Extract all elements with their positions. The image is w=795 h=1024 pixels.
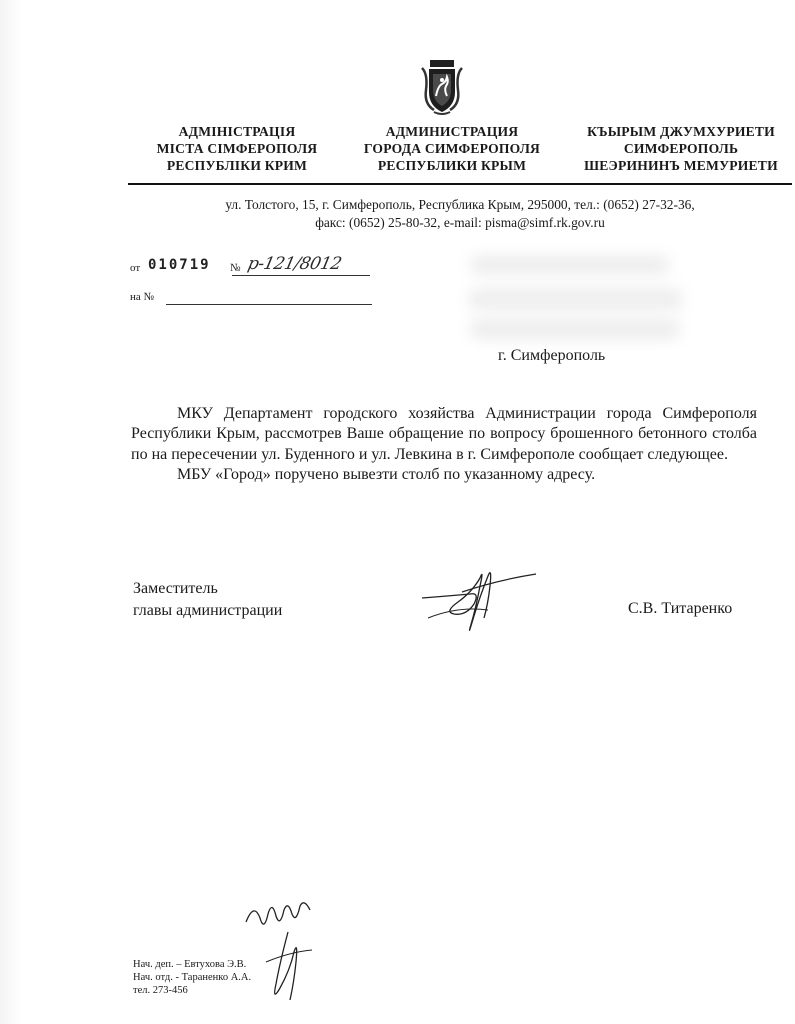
footer-line-2: Нач. отд. - Тараненко А.А. [133,972,252,984]
address-line-2: факс: (0652) 25-80-32, e-mail: pisma@simf.rk.gov.ru [315,215,605,230]
reference-underline [232,275,370,276]
coat-of-arms-icon [420,60,464,116]
body-paragraph-2: МБУ «Город» поручено вывезти столб по указанному адресу. [177,465,596,483]
org-ru-line-2: ГОРОДА СИМФЕРОПОЛЯ [363,141,541,156]
org-name-ukrainian [132,123,342,174]
to-prefix: на № [130,291,155,303]
address-block [128,196,792,232]
scan-edge-shadow [0,0,22,1024]
org-crh-line-2: СИМФЕРОПОЛЬ [623,141,739,156]
redacted-recipient-line-2 [468,288,683,310]
header-divider [128,183,792,185]
org-ua-line-3: РЕСПУБЛІКИ КРИМ [166,158,308,173]
handwritten-initials [240,892,330,1004]
org-ua-line-2: МІСТА СІМФЕРОПОЛЯ [156,141,318,156]
org-ua-line-1: АДМІНІСТРАЦІЯ [178,124,296,139]
executor-footer [133,958,251,998]
org-crh-line-1: КЪЫРЫМ ДЖУМХУРИЕТИ [587,124,775,139]
org-name-russian [347,123,557,174]
letter-body [131,404,757,485]
signatory-name: С.В. Титаренко [628,600,733,617]
signatory-title [133,578,282,622]
handwritten-number: р-121/8012 [245,254,344,274]
city-line: г. Симферополь [498,347,606,364]
redacted-recipient-line-1 [470,255,670,275]
number-prefix: № [230,262,241,274]
body-paragraph-1: МКУ Департамент городского хозяйства Администрации города Симферополя Республики Крым, рассмотрев Ваше обращение по вопросу брошенного бетонного столба по на пересечении ул. Буденного и ул. Левкина в г. Симферополе сообщает следующее. [131,405,757,463]
from-prefix: от [130,262,141,274]
org-crh-line-3: ШЕЭРИНИНЪ МЕМУРИЕТИ [584,158,778,173]
org-ru-line-1: АДМИНИСТРАЦИЯ [385,124,519,139]
outgoing-reference [130,254,370,276]
footer-line-1: Нач. деп. – Евтухова Э.В. [133,959,247,970]
signatory-title-line-1: Заместитель [133,580,218,597]
handwritten-signature [418,556,538,641]
org-name-crimean-tatar [568,123,794,174]
date-stamp: 010719 [148,257,211,273]
reference-underline-empty [166,304,372,305]
redacted-recipient-line-3 [470,318,680,340]
footer-line-3: тел. 273-456 [133,985,188,997]
signatory-title-line-2: главы администрации [133,602,283,619]
address-line-1: ул. Толстого, 15, г. Симферополь, Республика Крым, 295000, тел.: (0652) 27-32-36, [225,197,695,212]
org-ru-line-3: РЕСПУБЛИКИ КРЫМ [377,158,527,173]
incoming-reference [130,289,370,305]
